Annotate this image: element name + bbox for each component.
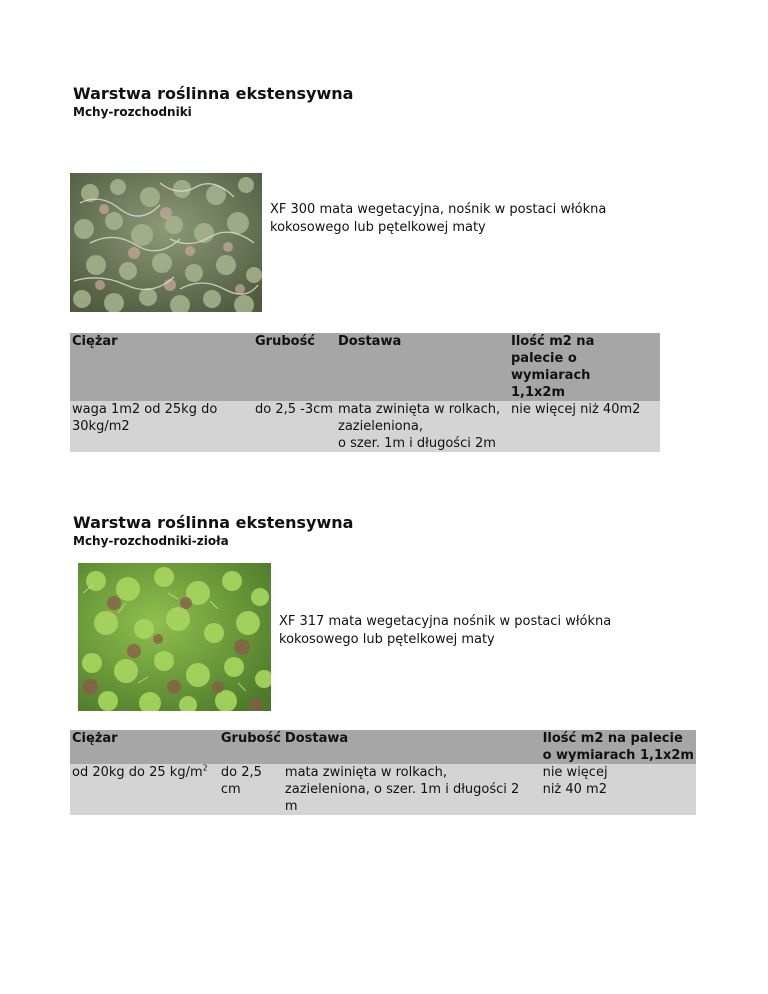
section-2-title: Warstwa roślinna ekstensywna (73, 513, 354, 532)
description-line: XF 300 mata wegetacyjna, nośnik w postaci włókna (270, 202, 607, 217)
section-1-subtitle: Mchy-rozchodniki (73, 105, 192, 119)
header-delivery: Dostawa (283, 730, 541, 764)
header-pallet-quantity: Ilość m2 na palecie o wymiarach 1,1x2m (509, 333, 660, 401)
section-1-title: Warstwa roślinna ekstensywna (73, 84, 354, 103)
header-thickness: Grubość (253, 333, 336, 401)
cell-pallet-quantity: nie więcej niż 40 m2 (541, 764, 696, 815)
cell-thickness: do 2,5 -3cm (253, 401, 336, 452)
header-delivery: Dostawa (336, 333, 509, 401)
cell-pallet-quantity: nie więcej niż 40m2 (509, 401, 660, 452)
table-row (70, 764, 696, 815)
table-header-row (70, 730, 696, 764)
moss-sedum-photo (70, 173, 262, 312)
header-weight: Ciężar (70, 730, 219, 764)
header-weight: Ciężar (70, 333, 253, 401)
table-header-row (70, 333, 660, 401)
cell-delivery: mata zwinięta w rolkach, zazieleniona, o szer. 1m i długości 2m (336, 401, 509, 452)
section-2-description (279, 613, 611, 649)
section-2-subtitle: Mchy-rozchodniki-zioła (73, 534, 229, 548)
description-line: kokosowego lub pętelkowej maty (270, 220, 486, 235)
header-thickness: Grubość (219, 730, 283, 764)
section-1-spec-table (70, 333, 660, 452)
cell-weight: od 20kg do 25 $kg/m^2$ (70, 764, 219, 815)
section-2-spec-table (70, 730, 696, 815)
description-line: XF 317 mata wegetacyjna nośnik w postaci włókna (279, 614, 612, 629)
cell-thickness: do 2,5 cm (219, 764, 283, 815)
header-pallet-quantity: Ilość m2 na palecie o wymiarach 1,1x2m (541, 730, 696, 764)
cell-delivery: mata zwinięta w rolkach, zazieleniona, o szer. 1m i długości 2 m (283, 764, 541, 815)
sedum-herbs-photo (78, 563, 271, 711)
section-1-description (270, 201, 606, 237)
table-row (70, 401, 660, 452)
cell-weight: waga 1m2 od 25kg do 30kg/m2 (70, 401, 253, 452)
description-line: kokosowego lub pętelkowej maty (279, 632, 495, 647)
superscript-exponent: 2 (202, 763, 208, 773)
